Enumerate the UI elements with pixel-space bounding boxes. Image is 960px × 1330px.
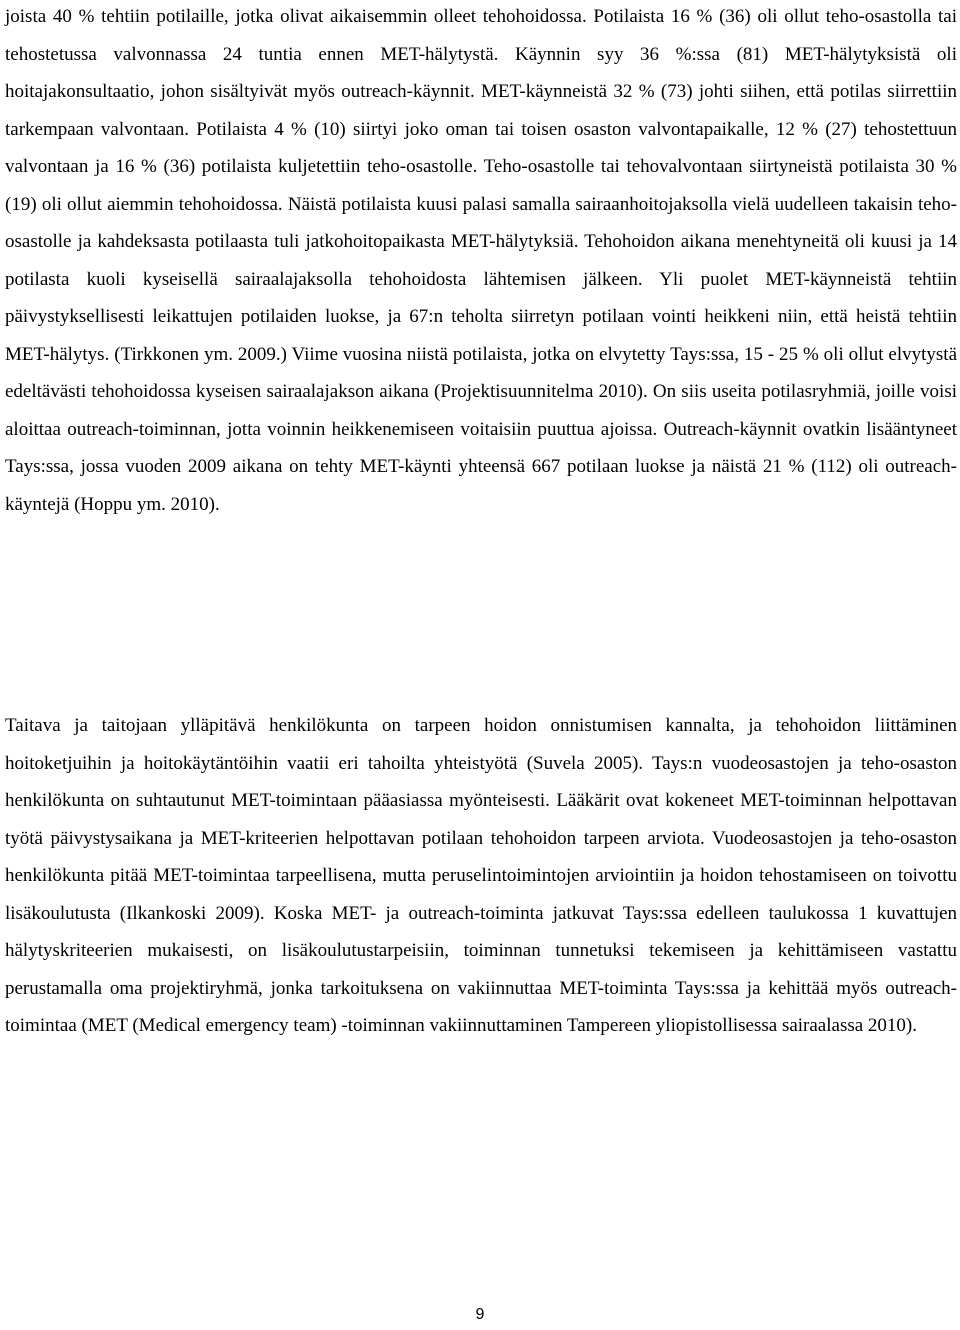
body-paragraph-staff-training: Taitava ja taitojaan ylläpitävä henkilökunta on tarpeen hoidon onnistumisen kannalta, ja tehohoidon liittäminen hoitoketjuihin ja hoitokäytäntöihin vaatii eri tahoilta yhteistyötä (Suvela 2005). Tays:n vuodeosastojen ja teho-osaston henkilökunta on suhtautunut MET-toimintaan pääasiassa myönteisesti. Lääkärit ovat kokeneet MET-toiminnan helpottavan työtä päivystysaikana ja MET-kriteerien helpottavan potilaan tehohoidon tarpeen arviota. Vuodeosastojen ja teho-osaston henkilökunta pitää MET-toimintaa tarpeellisena, mutta peruselintoimintojen arviointiin ja hoidon tehostamiseen on toivottu lisäkoulutusta (Ilkankoski 2009). Koska MET- ja outreach-toiminta jatkuvat Tays:ssa edelleen taulukossa 1 kuvattujen hälytyskriteerien mukaisesti, on lisäkoulutustarpeisiin, toiminnan tunnetuksi tekemiseen ja kehittämiseen vastattu perustamalla oma projektiryhmä, jonka tarkoituksena on vakiinnuttaa MET-toiminta Tays:ssa ja kehittää myös outreach-toimintaa (MET (Medical emergency team) -toiminnan vakiinnuttaminen Tampereen yliopistollisessa sairaalassa 2010). <box>5 715 957 1036</box>
page-number: 9 <box>475 1306 485 1323</box>
body-paragraph-met-statistics: joista 40 % tehtiin potilaille, jotka olivat aikaisemmin olleet tehohoidossa. Potilaista 16 % (36) oli ollut teho-osastolla tai tehostetussa valvonnassa 24 tuntia ennen MET-hälytystä. Käynnin syy 36 %:ssa (81) MET-hälytyksistä oli hoitajakonsultaatio, johon sisältyivät myös outreach-käynnit. MET-käynneistä 32 % (73) johti siihen, että potilas siirrettiin tarkempaan valvontaan. Potilaista 4 % (10) siirtyi joko oman tai toisen osaston valvontapaikalle, 12 % (27) tehostettuun valvontaan ja 16 % (36) potilaista kuljetettiin teho-osastolle. Teho-osastolle tai tehovalvontaan siirtyneistä potilaista 30 % (19) oli ollut aiemmin tehohoidossa. Näistä potilaista kuusi palasi samalla sairaanhoitojaksolla vielä uudelleen takaisin teho-osastolle ja kahdeksasta potilaasta tuli jatkohoitopaikasta MET-hälytyksiä. Tehohoidon aikana menehtyneitä oli kuusi ja 14 potilasta kuoli kyseisellä sairaalajaksolla tehohoidosta lähtemisen jälkeen. Yli puolet MET-käynneistä tehtiin päivystyksellisesti leikattujen potilaiden luokse, ja 67:n teholta siirretyn potilaan vointi heikkeni niin, että heistä tehtiin MET-hälytys. (Tirkkonen ym. 2009.) Viime vuosina niistä potilaista, jotka on elvytetty Tays:ssa, 15 - 25 % oli ollut elvytystä edeltävästi tehohoidossa kyseisen sairaalajakson aikana (Projektisuunnitelma 2010). On siis useita potilasryhmiä, joille voisi aloittaa outreach-toiminnan, jotta voinnin heikkenemiseen voitaisiin puuttua ajoissa. Outreach-käynnit ovatkin lisääntyneet Tays:ssa, jossa vuoden 2009 aikana on tehty MET-käynti yhteensä 667 potilaan luokse ja näistä 21 % (112) oli outreach-käyntejä (Hoppu ym. 2010). <box>5 6 957 515</box>
